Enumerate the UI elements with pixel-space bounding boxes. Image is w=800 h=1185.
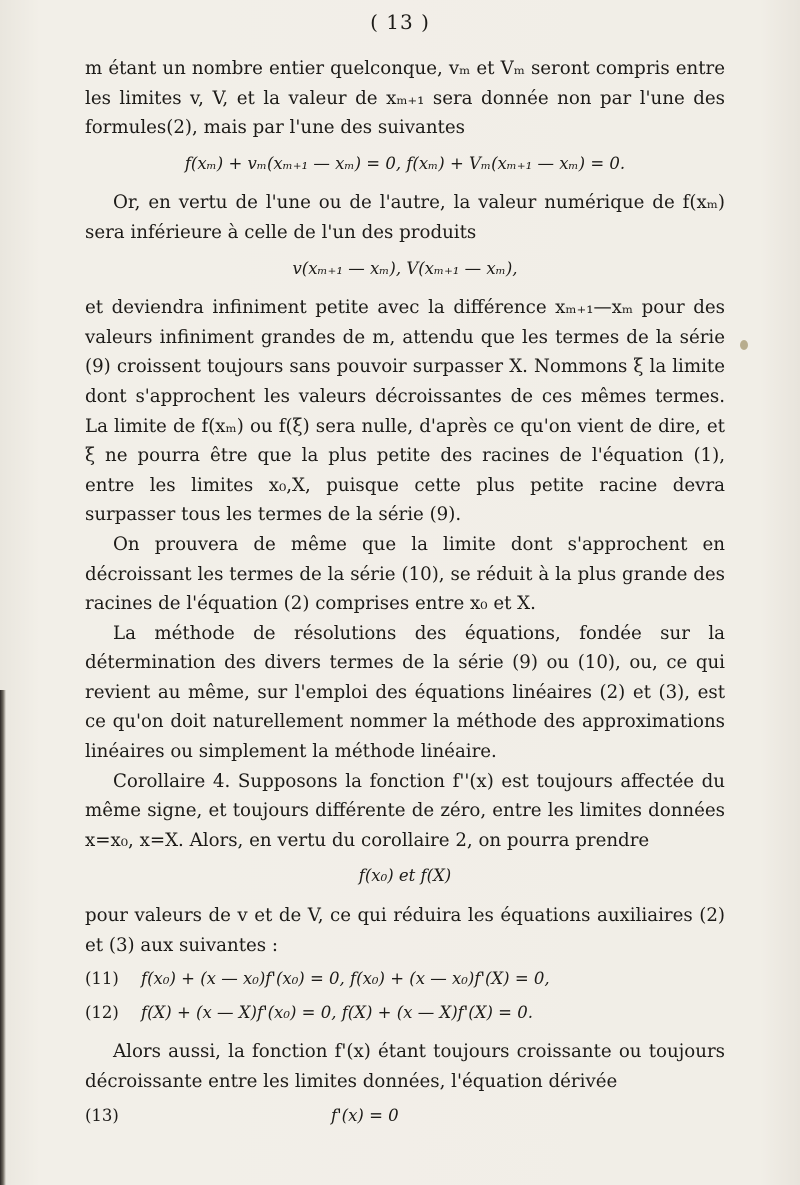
equation-13	[85, 1101, 725, 1131]
paragraph-4: On prouvera de même que la limite dont s'approchent en décroissant les termes de la série (10), se réduit à la plus grande des racines de l'équation (2) comprises entre x₀ et X.	[85, 533, 725, 615]
equation-11-number: (11)	[85, 969, 119, 989]
paragraph-2: Or, en vertu de l'une ou de l'autre, la valeur numérique de f(xₘ) sera inférieure à celle de l'un des produits	[85, 192, 725, 243]
paragraph-5: La méthode de résolutions des équations, fondée sur la détermination des divers termes de la série (9) ou (10), ou, ce qui revient au même, sur l'emploi des équations linéaires (2) et (3), est ce qu'on doit naturellement nommer la méthode des approximations linéaires ou simplement la méthode linéaire.	[85, 622, 725, 763]
equation-recurrence: f(xₘ) + vₘ(xₘ₊₁ — xₘ) = 0, f(xₘ) + Vₘ(xₘ₊₁ — xₘ) = 0.	[184, 153, 626, 173]
equation-12	[85, 998, 725, 1028]
equation-bounds: f(x₀) et f(X)	[358, 866, 452, 886]
equation-13-body: f'(x) = 0	[331, 1105, 399, 1125]
equation-12-body: f(X) + (x — X)f'(x₀) = 0, f(X) + (x — X)f'(X) = 0.	[141, 1002, 533, 1022]
page-number: ( 13 )	[370, 10, 430, 34]
page-binding-shadow	[0, 690, 6, 1185]
equation-13-number: (13)	[85, 1105, 119, 1125]
equation-products: v(xₘ₊₁ — xₘ), V(xₘ₊₁ — xₘ),	[292, 258, 518, 278]
paragraph-3: et deviendra infiniment petite avec la différence xₘ₊₁—xₘ pour des valeurs infiniment grandes de m, attendu que les termes de la série (9) croissent toujours sans pouvoir surpasser X. Nommons ξ la limite dont s'approchent les valeurs décroissantes de ces mêmes termes. La limite de f(xₘ) ou f(ξ) sera nulle, d'après ce qu'on vient de dire, et ξ ne pourra être que la plus petite des racines de l'équation (1), entre les limites x₀,X, puisque cette plus petite racine devra surpasser tous les termes de la série (9).	[85, 297, 725, 526]
ink-spot	[740, 340, 748, 350]
paragraph-7: Alors aussi, la fonction f'(x) étant toujours croissante ou toujours décroissante entre les limites données, l'équation dérivée	[85, 1041, 725, 1092]
paragraph-1: m étant un nombre entier quelconque, vₘ et Vₘ seront compris entre les limites v, V, et la valeur de xₘ₊₁ sera donnée non par l'une des formules(2), mais par l'une des suivantes	[85, 58, 725, 139]
paragraph-corollary-4: Corollaire 4. Supposons la fonction f''(x) est toujours affectée du même signe, et toujours différente de zéro, entre les limites données x=x₀, x=X. Alors, en vertu du corollaire 2, on pourra prendre	[85, 770, 725, 851]
equation-12-number: (12)	[85, 1002, 119, 1022]
page-body	[85, 54, 725, 1132]
equation-11-body: f(x₀) + (x — x₀)f'(x₀) = 0, f(x₀) + (x — x₀)f'(X) = 0,	[141, 969, 550, 989]
equation-11	[85, 964, 725, 994]
paragraph-6: pour valeurs de v et de V, ce qui réduira les équations auxiliaires (2) et (3) aux suivantes :	[85, 905, 725, 956]
